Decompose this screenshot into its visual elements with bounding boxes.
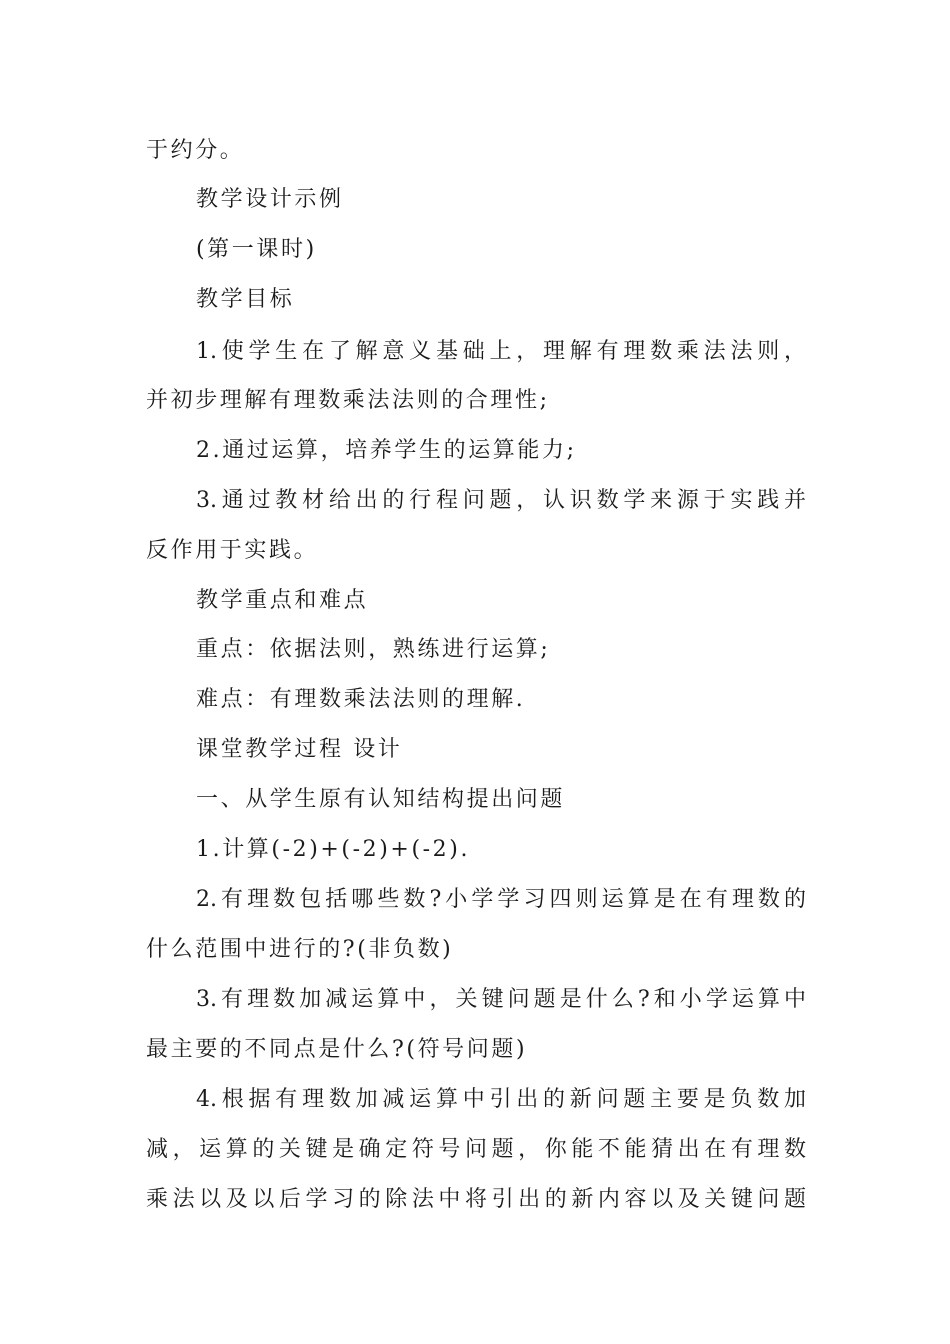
- text-line: (第一课时): [196, 237, 317, 262]
- text-line: 最主要的不同点是什么?(符号问题): [146, 1037, 528, 1062]
- section-heading: 教学设计示例: [196, 187, 344, 212]
- text-line: 4.根据有理数加减运算中引出的新问题主要是负数加: [196, 1087, 806, 1112]
- section-heading: 一、从学生原有认知结构提出问题: [196, 787, 566, 812]
- section-heading: 课堂教学过程 设计: [196, 737, 403, 762]
- text-line: 1.计算(-2)+(-2)+(-2).: [196, 837, 471, 862]
- section-heading: 教学目标: [196, 287, 295, 312]
- text-line: 于约分。: [146, 138, 245, 163]
- text-line: 2.有理数包括哪些数?小学学习四则运算是在有理数的: [196, 887, 806, 912]
- section-heading: 教学重点和难点: [196, 588, 369, 613]
- text-line: 1.使学生在了解意义基础上，理解有理数乘法法则，: [196, 339, 806, 364]
- text-line: 2.通过运算，培养学生的运算能力;: [196, 438, 577, 463]
- text-line: 并初步理解有理数乘法法则的合理性;: [146, 388, 550, 413]
- text-line: 3.有理数加减运算中，关键问题是什么?和小学运算中: [196, 987, 806, 1012]
- text-line: 难点：有理数乘法法则的理解.: [196, 687, 526, 712]
- text-line: 重点：依据法则，熟练进行运算;: [196, 637, 551, 662]
- text-line: 反作用于实践。: [146, 538, 319, 563]
- text-line: 什么范围中进行的?(非负数): [146, 937, 454, 962]
- text-line: 减，运算的关键是确定符号问题，你能不能猜出在有理数: [146, 1137, 806, 1162]
- text-line: 乘法以及以后学习的除法中将引出的新内容以及关键问题: [146, 1187, 806, 1212]
- text-line: 3.通过教材给出的行程问题，认识数学来源于实践并: [196, 488, 806, 513]
